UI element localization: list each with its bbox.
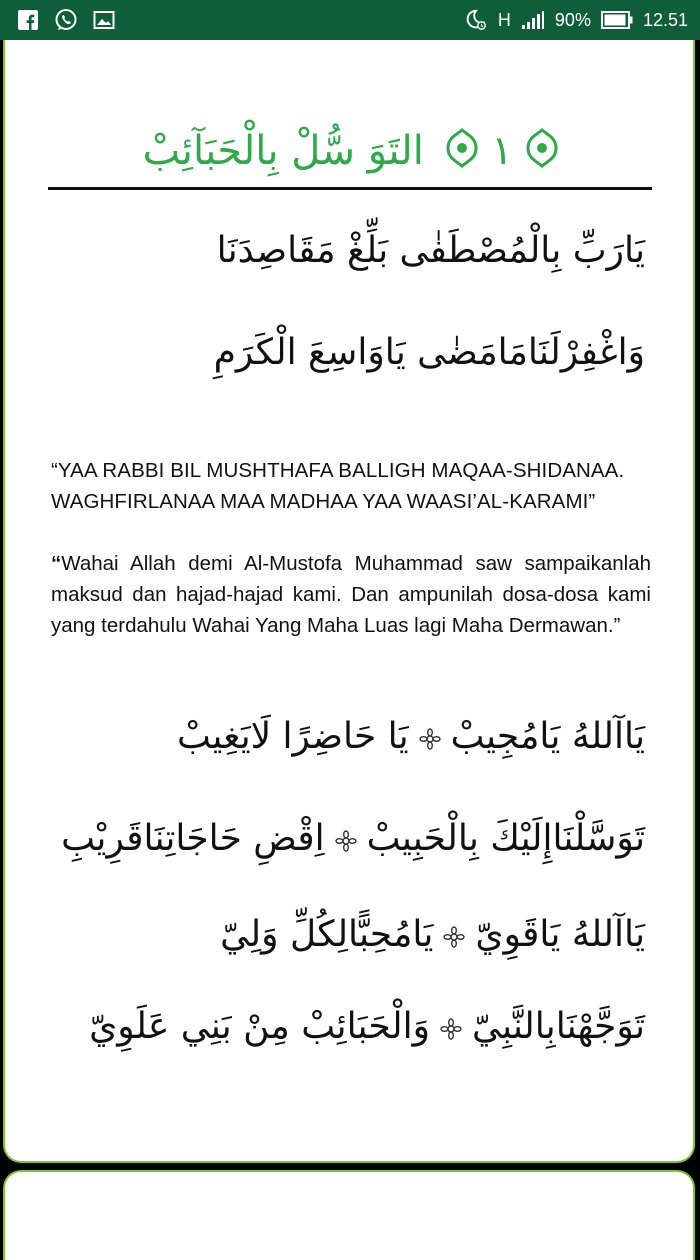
next-content-card[interactable]: [3, 1170, 695, 1260]
verse-line: [89, 1006, 645, 1049]
system-status: [464, 8, 688, 32]
status-bar: [0, 0, 700, 40]
do-not-disturb-moon-icon: [464, 8, 488, 32]
transliteration-line: WAGHFIRLANAA MAA MADHAA YAA WAASI’AL-KARAMI”: [51, 490, 596, 513]
verse-line: [220, 914, 645, 957]
verse-line: [177, 716, 645, 759]
transliteration-block: [51, 455, 651, 517]
ornament-right-icon: [525, 128, 559, 178]
translation-text: Wahai Allah demi Al-Mustofa Muhammad saw sampaikanlah maksud dan hajad-hajad kami. Dan ampunilah dosa-dosa kami yang terdahulu Wahai Yang Maha Luas lagi Maha Dermawan.”: [51, 552, 651, 637]
content-card: [3, 40, 695, 1163]
verse-half: يَاآللهُ يَامُجِيبْ: [450, 716, 645, 757]
ornament-left-icon: [445, 128, 479, 178]
whatsapp-icon: [54, 8, 78, 32]
verse-half: تَوَجَّهْنَابِالنَّبِيّ: [472, 1006, 645, 1047]
verse-line: وَاغْفِرْلَنَامَامَضٰى يَاوَاسِعَ الْكَرَمِ: [213, 332, 645, 373]
clock-time: 12.51: [642, 9, 688, 30]
signal-icon: [521, 8, 545, 32]
translation-paragraph: [51, 548, 651, 641]
battery-percent: 90%: [554, 9, 591, 30]
verse-half: يَا حَاضِرًا لَايَغِيبْ: [176, 716, 409, 757]
flower-separator-icon: [440, 1008, 462, 1049]
flower-separator-icon: [335, 820, 357, 861]
translation-open-quote: “: [51, 552, 62, 575]
transliteration-line: “YAA RABBI BIL MUSHTHAFA BALLIGH MAQAA-SHIDANAA.: [51, 459, 625, 482]
verse-half: اِقْضِ حَاجَاتِنَاقَرِيْبِ: [61, 818, 325, 859]
verse-half: يَاآللهُ يَاقَوِيّ: [475, 914, 645, 955]
network-type-label: H: [497, 9, 511, 30]
facebook-icon: [16, 8, 40, 32]
section-title: التَوَ سُّلْ بِالْحَبَآئِبْ: [142, 128, 424, 174]
battery-icon: [601, 8, 633, 32]
verse-line: يَارَبِّ بِالْمُصْطَفٰى بَلِّغْ مَقَاصِدَنَا: [216, 230, 645, 271]
verse-half: وَالْحَبَائِبْ مِنْ بَنِي عَلَوِيّ: [89, 1006, 430, 1047]
verse-half: يَامُحِبًّالِكُلِّ وَلِيّ: [220, 914, 434, 955]
flower-separator-icon: [419, 718, 441, 759]
heading-divider: [48, 187, 652, 190]
verse-half: تَوَسَّلْنَاإِلَيْكَ بِالْحَبِيبْ: [366, 818, 645, 859]
image-icon: [92, 8, 116, 32]
notification-icons: [16, 8, 116, 32]
verse-line: [61, 818, 645, 861]
flower-separator-icon: [443, 916, 465, 957]
section-number: ١: [491, 128, 513, 174]
section-heading: [5, 128, 697, 178]
